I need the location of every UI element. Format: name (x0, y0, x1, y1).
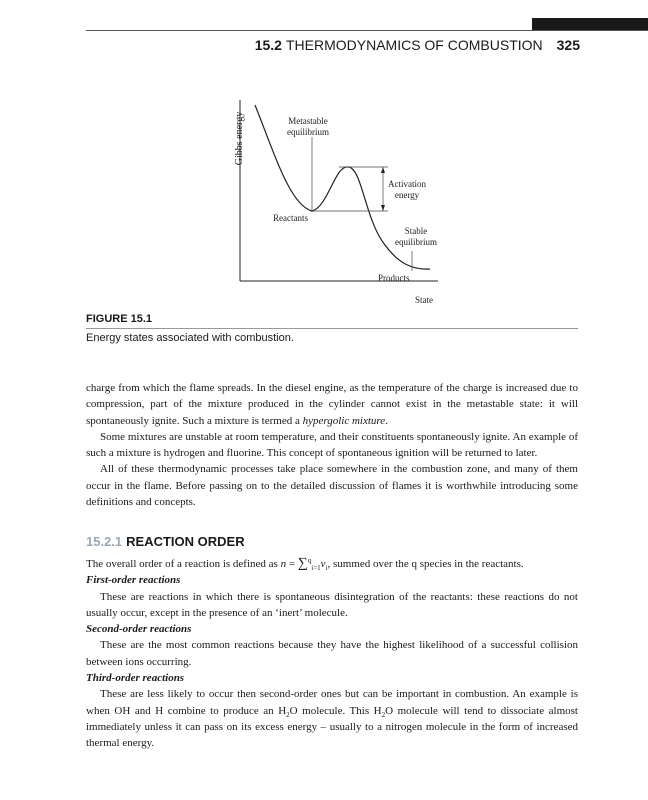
third-order-text-a: These are less likely to occur then second-order ones but can be important in combustion. An example is when OH and H combine to produce an H (86, 688, 578, 717)
paragraph-2: Some mixtures are unstable at room temperature, and their constituents spontaneously ignite. An example of such a mixture is hydrogen and fluorine. This concept of spontaneous ignition will be returned to later. (86, 430, 578, 460)
formula-nu-index: i (325, 564, 328, 573)
activation-arrowhead-bottom (381, 205, 385, 211)
order-intro: The overall order of a reaction is defined as (86, 558, 281, 570)
third-order-text-c: O molecule will tend to dissociate almost immediately unless it can pass on its excess energy – usually to a nitrogen molecule in the form of increased thermal energy. (86, 704, 578, 750)
formula-nu: ν (320, 558, 326, 570)
metastable-label-line2: equilibrium (287, 127, 329, 137)
activation-energy-label (388, 179, 426, 201)
third-order-text (86, 686, 578, 751)
header-section-title: THERMODYNAMICS OF COMBUSTION (285, 37, 543, 53)
first-order-heading: First-order reactions (86, 574, 181, 587)
stable-label-line2: equilibrium (395, 237, 437, 247)
formula-sum: ∑ (297, 556, 308, 571)
stable-label-line1: Stable (404, 226, 428, 236)
section-number: 15.2.1 (86, 534, 123, 549)
page-number: 325 (556, 37, 580, 53)
paragraph-1 (86, 380, 578, 429)
reaction-order-definition (86, 556, 578, 572)
figure-caption-text: Energy states associated with combustion. (86, 332, 294, 344)
x-axis-label: State (415, 295, 433, 305)
section-title: REACTION ORDER (126, 534, 245, 549)
h2o-subscript-1: 2 (286, 710, 290, 719)
body-text-block-1 (86, 380, 578, 510)
activation-label-line1: Activation (388, 179, 426, 189)
hypergolic-term: hypergolic mixture (302, 414, 386, 427)
figure-caption-rule (86, 328, 578, 329)
y-axis-label: Gibbs energy (234, 111, 246, 166)
metastable-label (287, 116, 329, 138)
body-text-block-2 (86, 556, 578, 752)
third-order-text-b: O molecule. This H (289, 704, 382, 717)
paragraph-3: All of these thermodynamic processes take place somewhere in the combustion zone, and many of them occur in the flame. Before passing on to the detailed discussion of flames it is worthwhile introducing some definitions and concepts. (86, 463, 578, 509)
formula-n: n (280, 558, 287, 570)
section-heading (86, 534, 245, 549)
running-head (250, 37, 580, 53)
header-corner-bar (532, 18, 648, 30)
header-rule (86, 30, 648, 31)
energy-diagram (200, 95, 460, 315)
activation-arrowhead-top (381, 167, 385, 173)
metastable-label-line1: Metastable (288, 116, 328, 126)
third-order-heading: Third-order reactions (86, 672, 185, 685)
h2o-subscript-2: 2 (381, 710, 386, 719)
paragraph-1-end: . (385, 414, 388, 427)
activation-label-line2: energy (394, 190, 420, 200)
order-end: , summed over the q species in the reactants. (327, 558, 524, 570)
figure-caption-title: FIGURE 15.1 (86, 313, 153, 325)
formula-sum-upper: q (307, 556, 312, 565)
header-section-number: 15.2 (254, 37, 282, 53)
stable-equilibrium-label (395, 226, 437, 248)
second-order-text: These are the most common reactions because they have the highest likelihood of a successful collision between ions occurring. (86, 639, 578, 668)
second-order-heading: Second-order reactions (86, 623, 192, 636)
formula-sum-lower: i=1 (311, 564, 321, 573)
first-order-text: These are reactions in which there is spontaneous disintegration of the reactants: these reactions do not usually occur, except in the presence of an ‘inert’ molecule. (86, 590, 578, 619)
paragraph-1-text: charge from which the flame spreads. In the diesel engine, as the temperature of the charge is increased due to compression, part of the mixture produced in the cylinder cannot exist in the metastable state: it will spontaneously ignite. Such a mixture is termed a (86, 382, 578, 427)
reactants-label: Reactants (273, 213, 308, 223)
products-label: Products (378, 273, 410, 283)
formula-equals: = (286, 558, 298, 570)
